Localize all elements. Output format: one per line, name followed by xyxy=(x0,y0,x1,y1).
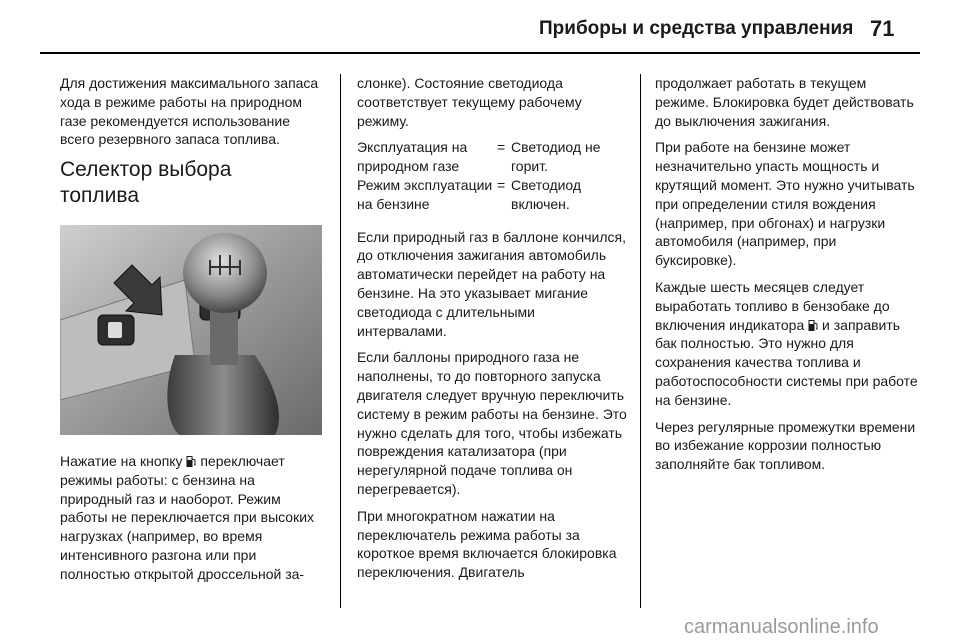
button-paragraph: Нажатие на кнопку переключает режимы работы: с бензина на природный газ и наоборот. Режим работы не переключается при высоких нагрузках (например, во время интенсивного разгона или при полностью открытой дроссельной за- xyxy=(60,452,315,582)
column-1 xyxy=(60,74,322,592)
column-divider-2 xyxy=(640,74,641,608)
fuel-pump-icon xyxy=(808,319,818,332)
paragraph: При многократном нажатии на переключатель режима работы за короткое время включается блокировка переключения. Двигатель xyxy=(357,507,617,581)
fuel-pump-icon xyxy=(186,455,196,468)
paragraph: Если природный газ в баллоне кончился, до отключения зажигания автомобиль автоматически перейдет на работу на бензине. На это указывает мигание светодиода с длительными интервалами. xyxy=(357,228,626,339)
intro-paragraph: Для достижения максимального запаса хода в режиме работы на природном газе рекомендуется использование всего резервного запаса топлива. xyxy=(60,75,319,148)
paragraph: При работе на бензине может незначительно упасть мощность и крутящий момент. Это нужно учитывать при определении стиля вождения (например, при обгонах) и нагрузки автомобиля (например, при буксировке). xyxy=(655,139,915,269)
page-number: 71 xyxy=(870,16,895,41)
paragraph: Если баллоны природного газа не наполнены, то до повторного запуска двигателя следует вручную переключить систему в режим работы на бензине. Это нужно сделать для того, чтобы избежать повреждения катализатора (при нерегулярной подаче топлива он перегревается). xyxy=(357,349,627,497)
column-3 xyxy=(655,74,920,482)
paragraph: Через регулярные промежутки времени во избежание коррозии полностью заполняйте бак топливом. xyxy=(655,418,916,473)
paragraph: Каждые шесть месяцев следует выработать топливо в бензобаке до включения индикатора и заправить бак полностью. Это нужно для сохранения качества топлива и работоспособности системы при работе на бензине. xyxy=(655,278,918,408)
header-rule xyxy=(40,52,920,54)
definition-row: Режим эксплуатации на бензине = Светодиод включен. xyxy=(357,176,582,212)
section-title: Селектор выбора топлива xyxy=(60,158,232,208)
watermark: carmanualsonline.info xyxy=(684,616,879,638)
fuel-selector-photo xyxy=(60,225,322,435)
paragraph: продолжает работать в текущем режиме. Блокировка будет действовать до выключения зажигания. xyxy=(655,75,914,129)
definition-row: Эксплуатация на природном газе = Светодиод не горит. xyxy=(357,139,601,175)
led-definitions xyxy=(357,138,627,213)
column-divider-1 xyxy=(340,74,341,608)
column-2 xyxy=(357,74,627,590)
page-header-title: Приборы и средства управления xyxy=(539,18,854,39)
led-state-paragraph: слонке). Состояние светодиода соответствует текущему рабочему режиму. xyxy=(357,75,582,129)
